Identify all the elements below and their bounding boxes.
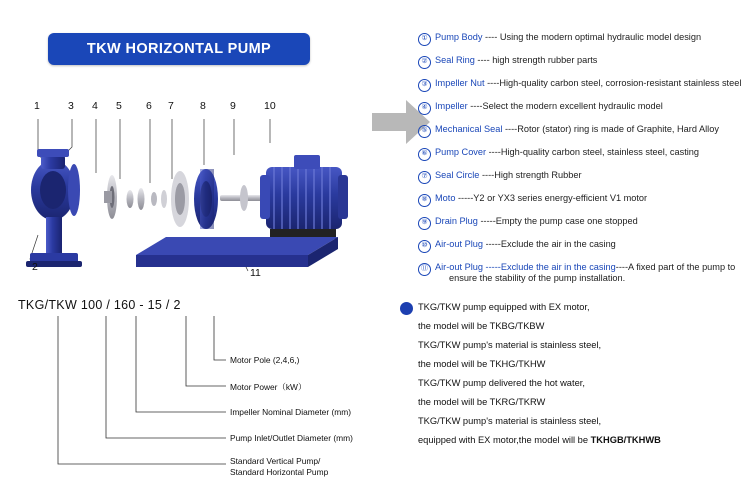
callout-3: 3 bbox=[68, 100, 74, 112]
feature-key: Seal Ring bbox=[435, 55, 475, 65]
model-label-standard-2: Standard Horizontal Pump bbox=[230, 467, 329, 477]
feature-number: ⑧ bbox=[418, 194, 431, 207]
feature-dash: ---- bbox=[486, 147, 501, 157]
feature-text bbox=[435, 55, 597, 66]
feature-number: ② bbox=[418, 56, 431, 69]
callout-6: 6 bbox=[146, 100, 152, 112]
feature-item bbox=[418, 78, 748, 92]
note-line: TKG/TKW pump's material is stainless steel, bbox=[418, 340, 602, 350]
note-line: TKG/TKW pump equipped with EX motor, bbox=[418, 302, 590, 312]
motor-graphic bbox=[260, 155, 348, 239]
note-line: the model will be TKBG/TKBW bbox=[418, 321, 545, 331]
feature-text bbox=[435, 216, 638, 227]
note-line: the model will be TKRG/TKRW bbox=[418, 397, 546, 407]
feature-key: Pump Body bbox=[435, 32, 483, 42]
model-label-inlet-diam: Pump Inlet/Outlet Diameter (mm) bbox=[230, 433, 353, 443]
note-line-last bbox=[418, 433, 748, 449]
callout-5: 5 bbox=[116, 100, 122, 112]
feature-desc: Exclude the air in the casing bbox=[500, 239, 616, 249]
feature-number: ④ bbox=[418, 102, 431, 115]
note-line-emphasis: TKHGB/TKHWB bbox=[590, 435, 661, 445]
feature-item bbox=[418, 147, 748, 161]
callout-9: 9 bbox=[230, 100, 236, 112]
feature-item bbox=[418, 262, 748, 284]
model-label-standard-1: Standard Vertical Pump/ bbox=[230, 456, 321, 466]
feature-item bbox=[418, 101, 748, 115]
feature-dash: ---- bbox=[482, 32, 500, 42]
feature-dash: ---- bbox=[502, 124, 518, 134]
feature-key: Pump Cover bbox=[435, 147, 487, 157]
feature-text bbox=[435, 32, 701, 43]
feature-desc: Using the modern optimal hydraulic model design bbox=[499, 32, 702, 42]
feature-dash: ---- bbox=[484, 78, 500, 88]
title-banner bbox=[48, 33, 310, 65]
feature-item bbox=[418, 170, 748, 184]
feature-desc: Y2 or YX3 series energy-efficient V1 motor bbox=[473, 193, 648, 203]
feature-number: ⑦ bbox=[418, 171, 431, 184]
feature-key: Impeller Nut bbox=[435, 78, 485, 88]
feature-item bbox=[418, 124, 748, 138]
impeller-graphic bbox=[171, 171, 189, 227]
pump-cover-graphic bbox=[194, 169, 218, 229]
callout-2: 2 bbox=[32, 261, 38, 273]
feature-list bbox=[418, 32, 748, 294]
callout-7: 7 bbox=[168, 100, 174, 112]
feature-key: Moto bbox=[435, 193, 456, 203]
feature-text bbox=[435, 262, 735, 284]
callout-10: 10 bbox=[264, 100, 276, 112]
note-line-text: equipped with EX motor,the model will be bbox=[418, 435, 591, 445]
feature-dash: ----- bbox=[483, 239, 501, 249]
pump-body-graphic bbox=[26, 149, 82, 267]
feature-item bbox=[418, 32, 748, 46]
feature-key: Impeller bbox=[435, 101, 468, 111]
feature-key: Drain Plug bbox=[435, 216, 478, 226]
note-line: TKG/TKW pump delivered the hot water, bbox=[418, 378, 585, 388]
feature-dash: ---- bbox=[467, 101, 483, 111]
feature-number: ⑤ bbox=[418, 125, 431, 138]
feature-item bbox=[418, 216, 748, 230]
page-title: TKW HORIZONTAL PUMP bbox=[86, 41, 272, 57]
feature-number: ⑥ bbox=[418, 148, 431, 161]
feature-desc: Empty the pump case one stopped bbox=[495, 216, 638, 226]
model-code-string: TKG/TKW 100 / 160 - 15 / 2 bbox=[18, 298, 181, 312]
feature-desc: High strength Rubber bbox=[494, 170, 582, 180]
callout-8: 8 bbox=[200, 100, 206, 112]
pump-illustration bbox=[8, 95, 368, 290]
feature-key: Air-out Plug bbox=[435, 239, 484, 249]
model-code-breakdown bbox=[18, 298, 368, 493]
note-line: the model will be TKHG/TKHW bbox=[418, 359, 546, 369]
feature-item bbox=[418, 55, 748, 69]
feature-text bbox=[435, 193, 647, 204]
model-label-motor-pole: Motor Pole (2,4,6,) bbox=[230, 355, 300, 365]
feature-item bbox=[418, 193, 748, 207]
feature-desc: A fixed part of the pump to bbox=[628, 262, 736, 272]
callout-4: 4 bbox=[92, 100, 98, 112]
feature-key: Mechanical Seal bbox=[435, 124, 503, 134]
feature-dash: ---- bbox=[615, 262, 629, 272]
feature-key: Seal Circle bbox=[435, 170, 480, 180]
feature-desc: High-quality carbon steel, stainless steel, casting bbox=[500, 147, 700, 157]
feature-desc: High-quality carbon steel, corrosion-resistant stainless steel bbox=[499, 78, 742, 88]
feature-text bbox=[435, 78, 741, 89]
feature-text bbox=[435, 147, 699, 158]
feature-key: Air-out Plug -----Exclude the air in the casing bbox=[435, 262, 616, 272]
feature-dash: ---- bbox=[474, 55, 493, 65]
feature-dash: ---- bbox=[479, 170, 495, 180]
feature-text bbox=[435, 239, 616, 250]
feature-number: ⑩ bbox=[418, 240, 431, 253]
callout-11: 11 bbox=[250, 267, 261, 279]
feature-continuation: ensure the stability of the pump installation. bbox=[449, 273, 626, 283]
callout-1: 1 bbox=[34, 100, 40, 112]
note-line: TKG/TKW pump's material is stainless steel, bbox=[418, 416, 602, 426]
feature-text bbox=[435, 170, 582, 181]
feature-number: ⑪ bbox=[418, 263, 431, 276]
feature-number: ⑨ bbox=[418, 217, 431, 230]
feature-desc: high strength rubber parts bbox=[492, 55, 598, 65]
feature-dash: ----- bbox=[477, 216, 496, 226]
feature-dash: ----- bbox=[455, 193, 474, 203]
feature-number: ③ bbox=[418, 79, 431, 92]
feature-item bbox=[418, 239, 748, 253]
base-plate-graphic bbox=[136, 237, 338, 267]
model-variant-notes bbox=[418, 300, 748, 452]
feature-desc: Select the modern excellent hydraulic model bbox=[482, 101, 663, 111]
exploded-pump-diagram bbox=[8, 95, 368, 290]
model-label-motor-power: Motor Power（kW） bbox=[230, 382, 307, 392]
feature-number: ① bbox=[418, 33, 431, 46]
model-label-impeller-diam: Impeller Nominal Diameter (mm) bbox=[230, 407, 351, 417]
feature-text bbox=[435, 124, 719, 135]
feature-desc: Rotor (stator) ring is made of Graphite, Hard Alloy bbox=[517, 124, 719, 134]
bullet-dot-icon bbox=[400, 302, 413, 315]
feature-text bbox=[435, 101, 663, 112]
